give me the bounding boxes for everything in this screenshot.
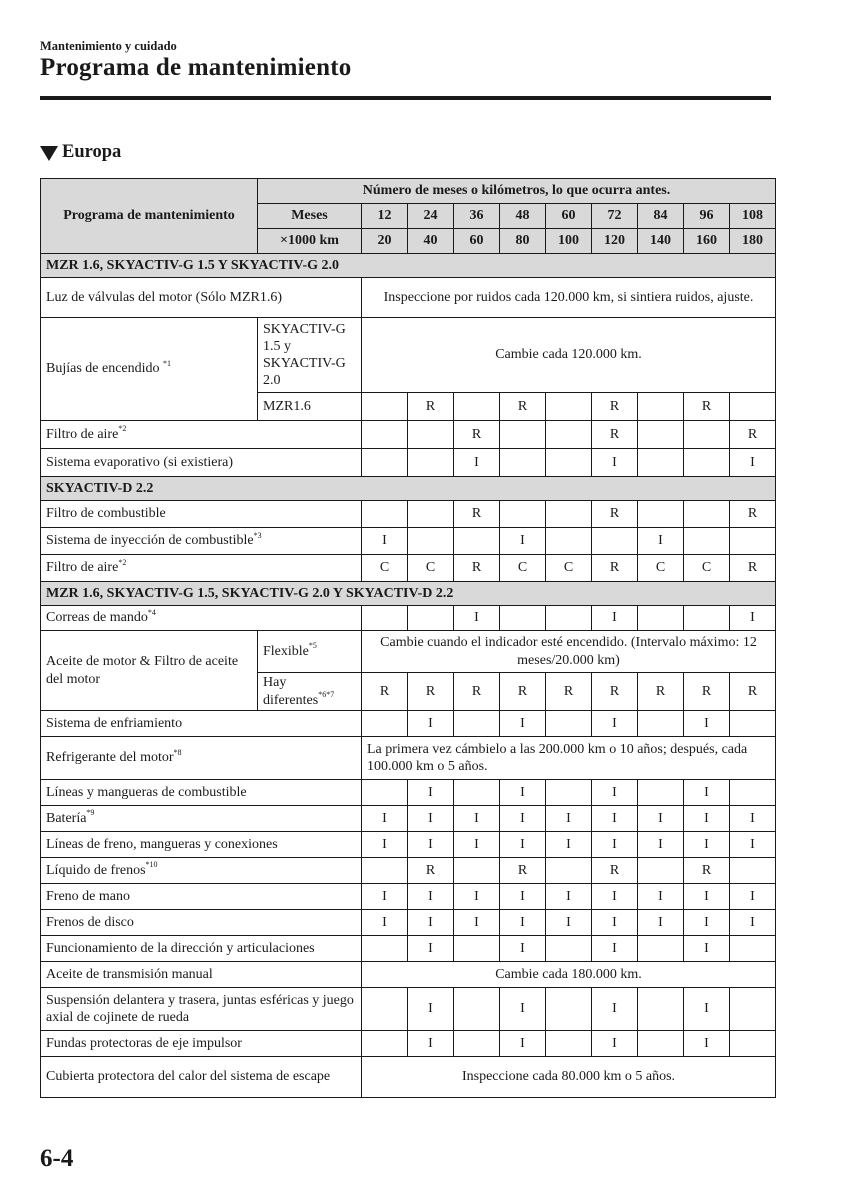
interval-cell — [730, 858, 776, 884]
interval-cell: I — [500, 528, 546, 555]
interval-cell: I — [408, 832, 454, 858]
interval-cell: R — [500, 673, 546, 711]
interval-cell — [500, 421, 546, 449]
item-note: Inspeccione cada 80.000 km o 5 años. — [362, 1057, 776, 1098]
item-label: Freno de mano — [41, 884, 362, 910]
interval-cell: I — [362, 884, 408, 910]
interval-cell: R — [730, 421, 776, 449]
triangle-down-icon — [40, 146, 58, 161]
footnote-ref: *1 — [163, 358, 172, 368]
interval-cell: I — [592, 606, 638, 631]
item-label: Filtro de aire — [46, 560, 119, 576]
interval-cell: I — [500, 910, 546, 936]
interval-cell — [500, 606, 546, 631]
interval-cell — [362, 936, 408, 962]
page-number: 6-4 — [40, 1145, 74, 1172]
interval-cell — [638, 1031, 684, 1057]
table-row — [41, 449, 776, 477]
interval-cell: R — [408, 673, 454, 711]
interval-cell: I — [500, 711, 546, 737]
interval-cell — [408, 528, 454, 555]
table-row — [41, 1031, 776, 1057]
interval-cell — [638, 711, 684, 737]
item-label: Funcionamiento de la dirección y articulaciones — [41, 936, 362, 962]
item-label-cell — [41, 421, 362, 449]
interval-cell: I — [730, 449, 776, 477]
interval-cell — [546, 988, 592, 1031]
interval-cell: R — [500, 858, 546, 884]
months-label: Meses — [258, 204, 362, 229]
interval-cell: I — [454, 884, 500, 910]
interval-cell — [408, 606, 454, 631]
km-header: 20 — [362, 229, 408, 254]
table-row — [41, 278, 776, 318]
interval-cell: R — [684, 393, 730, 421]
interval-cell — [546, 393, 592, 421]
interval-cell — [454, 988, 500, 1031]
interval-cell: I — [362, 528, 408, 555]
table-row — [41, 631, 776, 673]
table-row — [41, 936, 776, 962]
item-label: Bujías de encendido — [46, 361, 160, 377]
section-label: Mantenimiento y cuidado — [40, 39, 177, 53]
interval-cell: I — [592, 711, 638, 737]
item-note: La primera vez cámbielo a las 200.000 km o 10 años; después, cada 100.000 km o 5 años. — [362, 737, 776, 780]
item-label-cell — [41, 318, 258, 421]
interval-cell: I — [500, 1031, 546, 1057]
table-row — [41, 555, 776, 582]
interval-cell: C — [546, 555, 592, 582]
section-header-row — [41, 254, 776, 278]
sub-label: Flexible — [263, 643, 309, 659]
interval-cell: I — [730, 910, 776, 936]
footnote-ref: *10 — [145, 860, 158, 870]
interval-cell: I — [730, 606, 776, 631]
month-header: 48 — [500, 204, 546, 229]
section-title: MZR 1.6, SKYACTIV-G 1.5, SKYACTIV-G 2.0 Y SKYACTIV-D 2.2 — [41, 582, 776, 606]
interval-cell — [362, 421, 408, 449]
section-header-row — [41, 477, 776, 501]
item-label: Aceite de transmisión manual — [41, 962, 362, 988]
item-note: Cambie cada 180.000 km. — [362, 962, 776, 988]
interval-cell: I — [408, 1031, 454, 1057]
interval-cell: R — [454, 421, 500, 449]
interval-cell: I — [362, 806, 408, 832]
interval-cell: I — [684, 832, 730, 858]
table-row — [41, 858, 776, 884]
interval-cell: I — [454, 606, 500, 631]
item-label: Líneas de freno, mangueras y conexiones — [41, 832, 362, 858]
interval-cell: I — [684, 910, 730, 936]
interval-cell: R — [546, 673, 592, 711]
interval-cell: R — [454, 673, 500, 711]
item-label: Líneas y mangueras de combustible — [41, 780, 362, 806]
program-header: Programa de mantenimiento — [41, 179, 258, 254]
interval-cell: I — [592, 832, 638, 858]
item-label-cell — [41, 555, 362, 582]
interval-cell: I — [408, 936, 454, 962]
interval-cell — [362, 501, 408, 528]
interval-cell — [638, 858, 684, 884]
item-label-cell — [41, 606, 362, 631]
item-label: Filtro de aire — [46, 426, 119, 442]
interval-cell — [454, 528, 500, 555]
interval-cell — [408, 421, 454, 449]
interval-cell: I — [500, 832, 546, 858]
footnote-ref: *4 — [147, 607, 156, 617]
sub-label-cell — [258, 631, 362, 673]
km-header: 60 — [454, 229, 500, 254]
table-row — [41, 1057, 776, 1098]
interval-cell: I — [500, 780, 546, 806]
interval-cell — [454, 858, 500, 884]
interval-cell — [362, 711, 408, 737]
interval-cell: R — [592, 673, 638, 711]
interval-cell: I — [408, 780, 454, 806]
interval-cell — [546, 606, 592, 631]
interval-cell — [546, 421, 592, 449]
footnote-ref: *8 — [173, 747, 182, 757]
interval-cell: C — [684, 555, 730, 582]
month-header: 96 — [684, 204, 730, 229]
interval-cell — [684, 606, 730, 631]
interval-cell: C — [638, 555, 684, 582]
interval-cell: C — [362, 555, 408, 582]
interval-cell: I — [408, 711, 454, 737]
interval-cell — [454, 393, 500, 421]
interval-cell — [500, 501, 546, 528]
km-label: ×1000 km — [258, 229, 362, 254]
item-label: Sistema evaporativo (si existiera) — [41, 449, 362, 477]
table-row — [41, 780, 776, 806]
sub-label: SKYACTIV-G 1.5 y SKYACTIV-G 2.0 — [258, 318, 362, 393]
km-header: 160 — [684, 229, 730, 254]
item-note: Cambie cuando el indicador esté encendido. (Intervalo máximo: 12 meses/20.000 km) — [362, 631, 776, 673]
item-label-cell — [41, 737, 362, 780]
interval-cell: R — [408, 393, 454, 421]
item-label: Filtro de combustible — [41, 501, 362, 528]
interval-cell: I — [684, 936, 730, 962]
month-header: 36 — [454, 204, 500, 229]
table-row — [41, 832, 776, 858]
table-row — [41, 988, 776, 1031]
interval-cell: R — [592, 555, 638, 582]
item-label: Líquido de frenos — [46, 862, 146, 878]
interval-cell: I — [638, 806, 684, 832]
interval-cell: R — [684, 673, 730, 711]
km-header: 140 — [638, 229, 684, 254]
item-label-cell — [41, 528, 362, 555]
interval-cell: I — [592, 780, 638, 806]
interval-cell: I — [500, 936, 546, 962]
table-row — [41, 737, 776, 780]
month-header: 108 — [730, 204, 776, 229]
table-row — [41, 806, 776, 832]
footnote-ref: *9 — [86, 808, 95, 818]
interval-cell: I — [408, 806, 454, 832]
interval-cell: I — [546, 806, 592, 832]
km-header: 100 — [546, 229, 592, 254]
interval-cell — [546, 858, 592, 884]
interval-cell: R — [592, 501, 638, 528]
footnote-ref: *3 — [253, 530, 262, 540]
month-header: 84 — [638, 204, 684, 229]
table-row — [41, 528, 776, 555]
region-label: Europa — [62, 142, 122, 162]
interval-cell: I — [546, 884, 592, 910]
interval-cell: R — [638, 673, 684, 711]
item-note: Cambie cada 120.000 km. — [362, 318, 776, 393]
month-header: 60 — [546, 204, 592, 229]
interval-cell: I — [546, 832, 592, 858]
table-row — [41, 962, 776, 988]
item-label: Suspensión delantera y trasera, juntas esféricas y juego axial de cojinete de rueda — [41, 988, 362, 1031]
interval-cell: I — [362, 832, 408, 858]
interval-cell — [454, 1031, 500, 1057]
interval-cell — [408, 449, 454, 477]
interval-cell: R — [592, 393, 638, 421]
interval-cell — [362, 858, 408, 884]
interval-cell — [730, 936, 776, 962]
interval-cell: R — [730, 673, 776, 711]
km-header: 40 — [408, 229, 454, 254]
interval-cell: I — [730, 884, 776, 910]
interval-cell: I — [546, 910, 592, 936]
interval-cell: C — [408, 555, 454, 582]
interval-cell: I — [454, 832, 500, 858]
interval-cell: I — [454, 910, 500, 936]
sub-label: Hay diferentes — [263, 675, 319, 708]
interval-cell — [638, 936, 684, 962]
interval-cell — [730, 393, 776, 421]
table-row — [41, 421, 776, 449]
item-label: Cubierta protectora del calor del sistema de escape — [41, 1057, 362, 1098]
interval-cell: I — [592, 449, 638, 477]
interval-cell: R — [454, 555, 500, 582]
item-label-cell — [41, 858, 362, 884]
item-label: Sistema de inyección de combustible — [46, 533, 254, 549]
interval-cell: I — [454, 806, 500, 832]
interval-cell: I — [408, 910, 454, 936]
interval-cell — [546, 1031, 592, 1057]
km-header: 120 — [592, 229, 638, 254]
month-header: 12 — [362, 204, 408, 229]
interval-cell: R — [500, 393, 546, 421]
interval-cell: I — [592, 936, 638, 962]
interval-cell: R — [684, 858, 730, 884]
interval-cell — [362, 988, 408, 1031]
interval-cell — [546, 780, 592, 806]
item-label: Correas de mando — [46, 610, 148, 626]
interval-cell — [546, 528, 592, 555]
interval-cell — [730, 711, 776, 737]
interval-cell: I — [684, 884, 730, 910]
section-header-row — [41, 582, 776, 606]
interval-cell: R — [362, 673, 408, 711]
interval-cell — [684, 528, 730, 555]
month-header: 24 — [408, 204, 454, 229]
interval-caption: Número de meses o kilómetros, lo que ocurra antes. — [258, 179, 776, 204]
interval-cell: R — [408, 858, 454, 884]
region-heading — [40, 142, 121, 163]
interval-cell: C — [500, 555, 546, 582]
interval-cell — [638, 988, 684, 1031]
interval-cell: R — [730, 555, 776, 582]
interval-cell — [638, 421, 684, 449]
section-title: MZR 1.6, SKYACTIV-G 1.5 Y SKYACTIV-G 2.0 — [41, 254, 776, 278]
footnote-ref: *2 — [118, 557, 127, 567]
interval-cell: I — [500, 988, 546, 1031]
table-row — [41, 606, 776, 631]
interval-cell: I — [730, 806, 776, 832]
table-row — [41, 501, 776, 528]
interval-cell — [362, 393, 408, 421]
table-row — [41, 711, 776, 737]
interval-cell: I — [408, 884, 454, 910]
interval-cell — [684, 449, 730, 477]
table-row — [41, 884, 776, 910]
interval-cell: I — [638, 528, 684, 555]
interval-cell: I — [684, 711, 730, 737]
km-header: 80 — [500, 229, 546, 254]
interval-cell — [684, 501, 730, 528]
interval-cell: I — [454, 449, 500, 477]
item-label: Refrigerante del motor — [46, 750, 174, 766]
table-row — [41, 318, 776, 393]
interval-cell: I — [638, 910, 684, 936]
interval-cell — [638, 449, 684, 477]
interval-cell — [730, 528, 776, 555]
interval-cell — [454, 711, 500, 737]
interval-cell — [546, 711, 592, 737]
interval-cell — [684, 421, 730, 449]
item-label: Frenos de disco — [41, 910, 362, 936]
item-label: Batería — [46, 810, 87, 826]
sub-label: MZR1.6 — [258, 393, 362, 421]
interval-cell: I — [638, 832, 684, 858]
interval-cell — [454, 936, 500, 962]
interval-cell: I — [500, 806, 546, 832]
interval-cell — [500, 449, 546, 477]
interval-cell: I — [592, 1031, 638, 1057]
interval-cell: R — [730, 501, 776, 528]
item-label: Aceite de motor & Filtro de aceite del motor — [41, 631, 258, 711]
footnote-ref: *6*7 — [318, 689, 335, 699]
section-title: SKYACTIV-D 2.2 — [41, 477, 776, 501]
interval-cell — [638, 606, 684, 631]
interval-cell — [730, 1031, 776, 1057]
interval-cell — [730, 988, 776, 1031]
interval-cell: I — [684, 1031, 730, 1057]
title-rule — [40, 96, 771, 100]
interval-cell: I — [592, 988, 638, 1031]
sub-label-cell — [258, 673, 362, 711]
interval-cell — [638, 780, 684, 806]
interval-cell: I — [592, 884, 638, 910]
table-row — [41, 910, 776, 936]
interval-cell: I — [362, 910, 408, 936]
item-label-cell — [41, 806, 362, 832]
interval-cell: I — [684, 806, 730, 832]
interval-cell: I — [408, 988, 454, 1031]
page-title: Programa de mantenimiento — [40, 54, 352, 81]
interval-cell: I — [638, 884, 684, 910]
interval-cell — [362, 1031, 408, 1057]
interval-cell — [730, 780, 776, 806]
km-header: 180 — [730, 229, 776, 254]
interval-cell: I — [592, 806, 638, 832]
interval-cell — [454, 780, 500, 806]
item-label: Luz de válvulas del motor (Sólo MZR1.6) — [41, 278, 362, 318]
month-header: 72 — [592, 204, 638, 229]
item-label: Sistema de enfriamiento — [41, 711, 362, 737]
footnote-ref: *2 — [118, 424, 127, 434]
interval-cell: I — [500, 884, 546, 910]
interval-cell — [362, 449, 408, 477]
interval-cell — [592, 528, 638, 555]
interval-cell — [546, 936, 592, 962]
interval-cell: I — [684, 988, 730, 1031]
interval-cell — [638, 501, 684, 528]
interval-cell — [546, 449, 592, 477]
interval-cell: I — [592, 910, 638, 936]
interval-cell — [408, 501, 454, 528]
maintenance-schedule-table — [40, 178, 776, 1098]
interval-cell: I — [730, 832, 776, 858]
interval-cell — [546, 501, 592, 528]
interval-cell — [362, 606, 408, 631]
interval-cell: R — [592, 421, 638, 449]
item-label: Fundas protectoras de eje impulsor — [41, 1031, 362, 1057]
interval-cell: R — [592, 858, 638, 884]
footnote-ref: *5 — [308, 641, 317, 651]
interval-cell — [638, 393, 684, 421]
interval-cell: R — [454, 501, 500, 528]
interval-cell — [362, 780, 408, 806]
item-note: Inspeccione por ruidos cada 120.000 km, si sintiera ruidos, ajuste. — [362, 278, 776, 318]
interval-cell: I — [684, 780, 730, 806]
